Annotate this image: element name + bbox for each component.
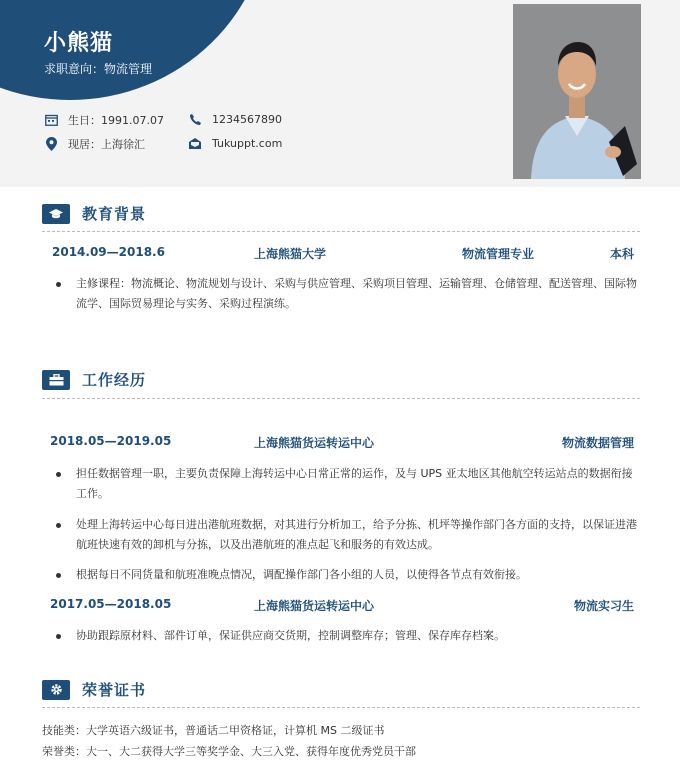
work-title: 工作经历 — [82, 371, 147, 389]
education-title: 教育背景 — [82, 205, 147, 223]
phone-text: 1234567890 — [212, 112, 282, 126]
honors-divider — [42, 707, 640, 708]
job-intent: 求职意向：物流管理 — [44, 62, 153, 76]
work-section-header — [42, 369, 146, 390]
job-duty: 协助跟踪原材料、部件订单，保证供应商交货期，控制调整库存；管理、保存库存档案。 — [54, 626, 638, 646]
phone-info — [188, 112, 282, 126]
education-courses: 主修课程：物流概论、物流规划与设计、采购与供应管理、采购项目管理、运输管理、仓储管理、配送管理、国际物流学、国际贸易理论与实务、采购过程演练。 — [54, 274, 638, 314]
calendar-icon — [44, 113, 58, 127]
resume-header — [0, 0, 680, 187]
job-company: 上海熊猫货运转运中心 — [254, 599, 375, 613]
profile-photo — [513, 4, 641, 179]
job-company: 上海熊猫货运转运中心 — [254, 436, 375, 450]
job-row — [50, 434, 634, 452]
candidate-name: 小熊猫 — [44, 31, 114, 56]
honors-title: 荣誉证书 — [82, 681, 147, 699]
header-shape — [0, 0, 270, 100]
location-info — [44, 136, 145, 152]
job-row — [50, 597, 634, 615]
honors-awards: 荣誉类：大一、大二获得大学三等奖学金、大三入党、获得年度优秀党员干部 — [42, 745, 416, 758]
briefcase-icon — [42, 370, 70, 390]
honors-skills: 技能类：大学英语六级证书，普通话二甲资格证，计算机 MS 二级证书 — [42, 724, 385, 737]
education-period: 2014.09—2018.6 — [52, 245, 165, 259]
education-degree: 本科 — [609, 247, 634, 261]
education-major: 物流管理专业 — [462, 247, 535, 261]
job-period: 2017.05—2018.05 — [50, 597, 172, 611]
job-role: 物流实习生 — [573, 599, 634, 613]
job-period: 2018.05—2019.05 — [50, 434, 172, 448]
education-row — [52, 245, 634, 263]
birth-text: 生日：1991.07.07 — [68, 114, 164, 127]
education-school: 上海熊猫大学 — [254, 247, 327, 261]
education-section-header — [42, 203, 146, 224]
phone-icon — [188, 112, 202, 126]
honors-section-header — [42, 679, 146, 700]
job-duty: 根据每日不同货量和航班准晚点情况，调配操作部门各小组的人员，以使得各节点有效衔接。 — [54, 565, 638, 585]
job-duty: 处理上海转运中心每日进出港航班数据，对其进行分析加工，给予分拣、机坪等操作部门各方面的支持，以保证进港航班快速有效的卸机与分拣，以及出港航班的准点起飞和服务的有效达成。 — [54, 515, 638, 555]
email-info — [188, 136, 282, 150]
mail-icon — [188, 136, 202, 150]
location-pin-icon — [44, 137, 58, 151]
job-duty: 担任数据管理一职，主要负责保障上海转运中心日常正常的运作，及与 UPS 亚太地区其他航空转运站点的数据衔接工作。 — [54, 464, 638, 504]
work-divider — [42, 398, 640, 399]
graduation-cap-icon — [42, 204, 70, 224]
email-text: Tukuppt.com — [212, 136, 283, 150]
job-role: 物流数据管理 — [561, 436, 634, 450]
birth-info — [44, 112, 164, 128]
gear-icon — [42, 680, 70, 700]
education-divider — [42, 231, 640, 232]
location-text: 现居：上海徐汇 — [68, 138, 145, 151]
